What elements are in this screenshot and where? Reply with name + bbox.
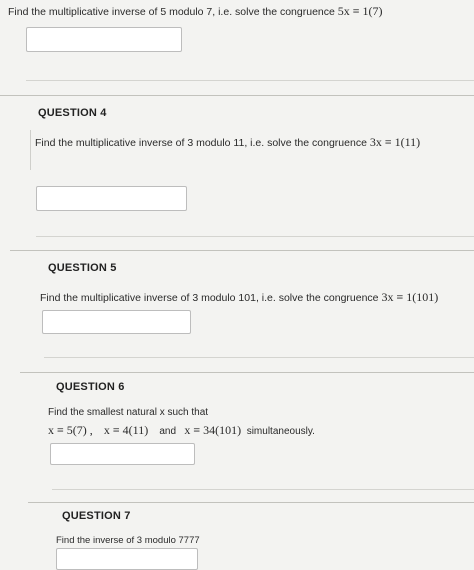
q6-congruence-2: x ≡ 4(11) [103,423,149,437]
q6-congruence-3: x ≡ 34(101) [184,423,242,437]
q4-answer-input[interactable] [36,186,187,211]
divider [52,489,474,490]
q7-answer-input[interactable] [56,548,198,570]
q5-congruence: 3x ≡ 1(101) [381,290,439,304]
q7-prompt: Find the inverse of 3 modulo 7777 [56,535,200,546]
q4-prompt: Find the multiplicative inverse of 3 modulo 11, i.e. solve the congruence 3x ≡ 1(11) [35,135,421,149]
q5-prompt: Find the multiplicative inverse of 3 modulo 101, i.e. solve the congruence 3x ≡ 1(101) [40,290,439,304]
section-divider [0,95,474,96]
q5-heading: QUESTION 5 [48,262,117,274]
section-divider [28,502,474,503]
q6-congruences [48,423,315,438]
q4-heading: QUESTION 4 [38,107,107,119]
q6-congruence-1: x ≡ 5(7) , [48,423,93,437]
section-divider [10,250,474,251]
q4-congruence: 3x ≡ 1(11) [369,135,421,149]
q6-answer-input[interactable] [50,443,195,465]
section-divider [20,372,474,373]
divider [44,357,474,358]
q6-tail: simultaneously. [246,426,315,437]
q3-prompt: Find the multiplicative inverse of 5 modulo 7, i.e. solve the congruence 5x ≡ 1(7) [8,4,383,18]
q6-heading: QUESTION 6 [56,381,125,393]
q5-answer-input[interactable] [42,310,191,334]
divider [36,236,474,237]
q3-congruence: 5x ≡ 1(7) [337,4,383,18]
question-left-bar [30,130,31,170]
q6-and: and [159,426,177,437]
q7-heading: QUESTION 7 [62,510,131,522]
q3-answer-input[interactable] [26,27,182,52]
q6-prompt: Find the smallest natural x such that [48,407,209,418]
divider [26,80,474,81]
